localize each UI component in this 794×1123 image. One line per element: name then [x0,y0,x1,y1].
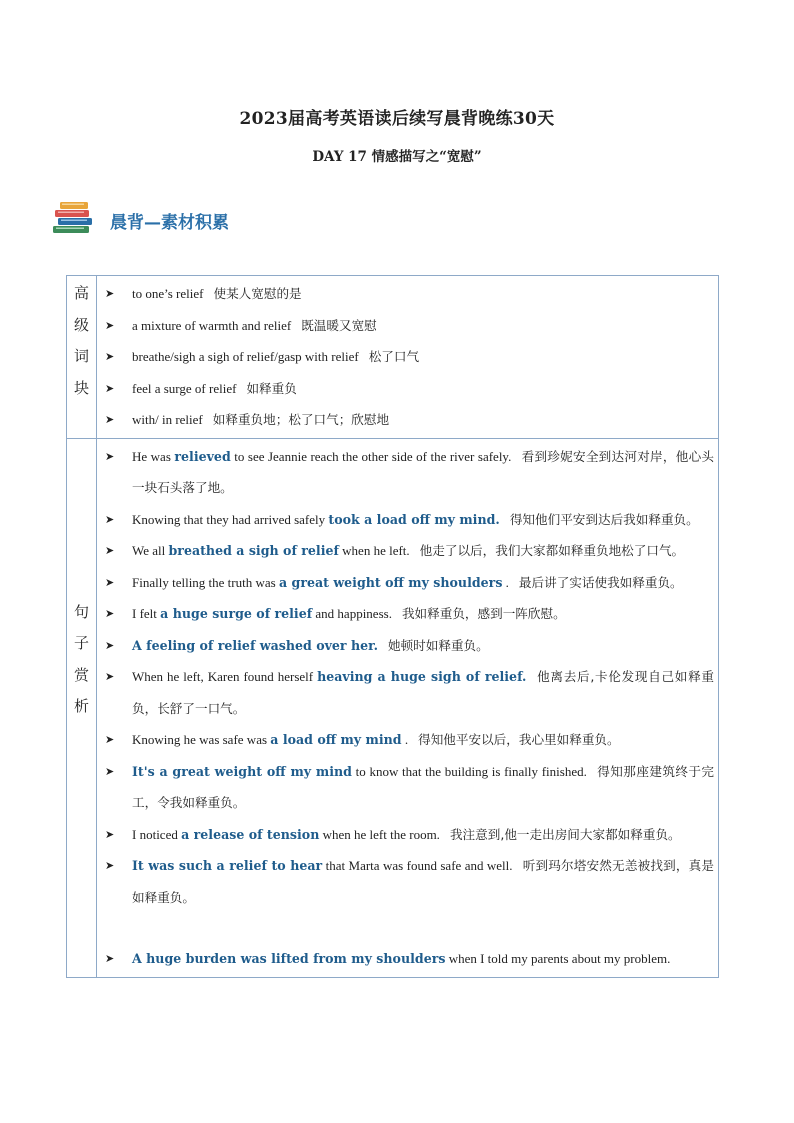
sentence-translation: 听到玛尔塔安然无恙被找到，真是如释重负。 [132,858,714,905]
sentence-text: . [502,574,509,590]
sentence-highlight: breathed a sigh of relief [168,543,339,558]
sentence-text: to know that the building is finally finished. [351,763,587,779]
arrow-bullet-icon: ➤ [105,544,115,557]
sentences-row [67,438,719,977]
sentence-text: when he left the room. [319,826,440,842]
label-char: 子 [73,634,89,652]
sentence-text: I felt [132,606,161,621]
phrases-cell [97,276,719,439]
sentence-highlight: a release of tension [181,826,320,842]
arrow-bullet-icon: ➤ [105,827,115,841]
sentence-text: that Marta was found safe and well. [322,858,513,873]
arrow-bullet-icon: ➤ [105,670,115,683]
phrase-chinese: 如释重负地；松了口气；欣慰地 [212,412,390,427]
sentence-item [105,819,714,851]
sentence-text: when he left. [338,543,410,558]
sentence-text: Knowing that they had arrived safely [132,511,329,527]
label-char: 块 [73,378,89,397]
sentence-translation: 看到珍妮安全到达河对岸，他心头一块石头落了地。 [132,448,715,495]
sentence-translation: 他走了以后，我们大家都如释重负地松了口气。 [419,543,685,558]
arrow-bullet-icon: ➤ [105,575,115,589]
section-title: 晨背—素材积累 [110,213,229,233]
sentence-text: to see Jeannie reach the other side of the river safely. [230,448,512,464]
sentence-item [105,598,714,630]
sentence-item [105,661,714,724]
sentence-translation: 她顿时如释重负。 [387,637,489,653]
sentence-highlight: A huge burden was lifted from my shoulders [132,951,446,966]
sentences-label [67,438,97,977]
phrase-item [105,341,714,373]
phrases-row [67,276,719,439]
arrow-bullet-icon: ➤ [105,638,115,652]
sentence-text: and happiness. [312,606,392,621]
phrase-chinese: 松了口气 [368,349,420,364]
sentence-highlight: It was such a relief to hear [132,858,323,873]
sentence-item [105,943,714,975]
phrase-english: feel a surge of relief [132,380,237,396]
label-char: 赏 [73,665,89,684]
label-char: 析 [73,697,89,715]
document-subtitle: DAY 17 情感描写之“宽慰” [312,149,482,165]
phrase-english: with/ in relief [132,412,203,427]
sentence-text: When he left, Karen found herself [132,669,318,684]
sentence-text: Knowing he was safe was [132,732,271,747]
sentence-highlight: relieved [174,448,231,464]
label-char: 句 [73,602,89,621]
phrase-item [105,373,714,405]
sentence-item [105,630,714,662]
sentence-item [105,504,714,536]
phrases-label [67,276,97,439]
phrase-english: to one’s relief [132,286,204,301]
sentence-translation: 得知他们平安到达后我如释重负。 [509,511,699,527]
spacer [105,913,714,943]
phrase-chinese: 使某人宽慰的是 [213,286,302,301]
sentence-item [105,850,714,913]
sentences-cell [97,438,719,977]
content-table [66,275,719,978]
sentence-text: when I told my parents about my problem. [445,951,671,966]
phrase-english: a mixture of warmth and relief [132,317,292,333]
arrow-bullet-icon: ➤ [105,381,115,395]
sentence-translation: 他离去后,卡伦发现自己如释重负，长舒了一口气。 [132,669,714,716]
phrase-item [105,310,714,342]
sentence-highlight: It's a great weight off my mind [132,763,352,779]
document-title: 2023届高考英语读后续写晨背晚练30天 [239,109,555,129]
sentence-item [105,535,714,567]
sentence-highlight: a great weight off my shoulders [278,574,503,590]
phrase-chinese: 如释重负 [246,380,297,396]
books-icon [52,200,96,234]
phrase-english: breathe/sigh a sigh of relief/gasp with relief [132,349,359,364]
phrase-chinese: 既温暖又宽慰 [301,317,377,333]
sentence-text: He was [132,448,175,464]
arrow-bullet-icon: ➤ [105,413,115,426]
arrow-bullet-icon: ➤ [105,733,115,746]
arrow-bullet-icon: ➤ [105,859,115,872]
sentence-highlight: a load off my mind [270,732,402,747]
arrow-bullet-icon: ➤ [105,287,115,300]
arrow-bullet-icon: ➤ [105,952,115,965]
sentence-item [105,724,714,756]
sentence-translation: 得知他平安以后，我心里如释重负。 [418,732,620,747]
sentence-item [105,756,714,819]
arrow-bullet-icon: ➤ [105,350,115,363]
sentence-translation: 得知那座建筑终于完工，令我如释重负。 [132,763,715,810]
sentence-text: We all [132,543,169,558]
sentence-translation: 我如释重负，感到一阵欣慰。 [401,606,566,621]
sentence-text: . [401,732,409,747]
arrow-bullet-icon: ➤ [105,764,115,778]
sentence-item [105,441,714,504]
sentence-translation: 最后讲了实话使我如释重负。 [518,574,683,590]
label-char: 级 [73,315,89,334]
sentence-translation: 我注意到,他一走出房间大家都如释重负。 [449,826,681,842]
arrow-bullet-icon: ➤ [105,449,115,463]
section-header [52,198,352,238]
sentence-text: Finally telling the truth was [132,574,279,590]
phrase-item [105,278,714,310]
sentences-list [97,439,718,977]
sentence-highlight: A feeling of relief washed over her. [132,637,378,653]
label-char: 词 [73,347,89,365]
sentence-text: I noticed [132,826,182,842]
sentence-highlight: a huge surge of relief [160,606,313,621]
phrase-item [105,404,714,436]
sentence-highlight: heaving a huge sigh of relief. [317,669,527,684]
phrases-list [97,276,718,438]
arrow-bullet-icon: ➤ [105,318,115,332]
label-char: 高 [73,284,89,302]
sentence-highlight: took a load off my mind. [328,511,500,527]
sentence-item [105,567,714,599]
arrow-bullet-icon: ➤ [105,607,115,620]
arrow-bullet-icon: ➤ [105,512,115,526]
